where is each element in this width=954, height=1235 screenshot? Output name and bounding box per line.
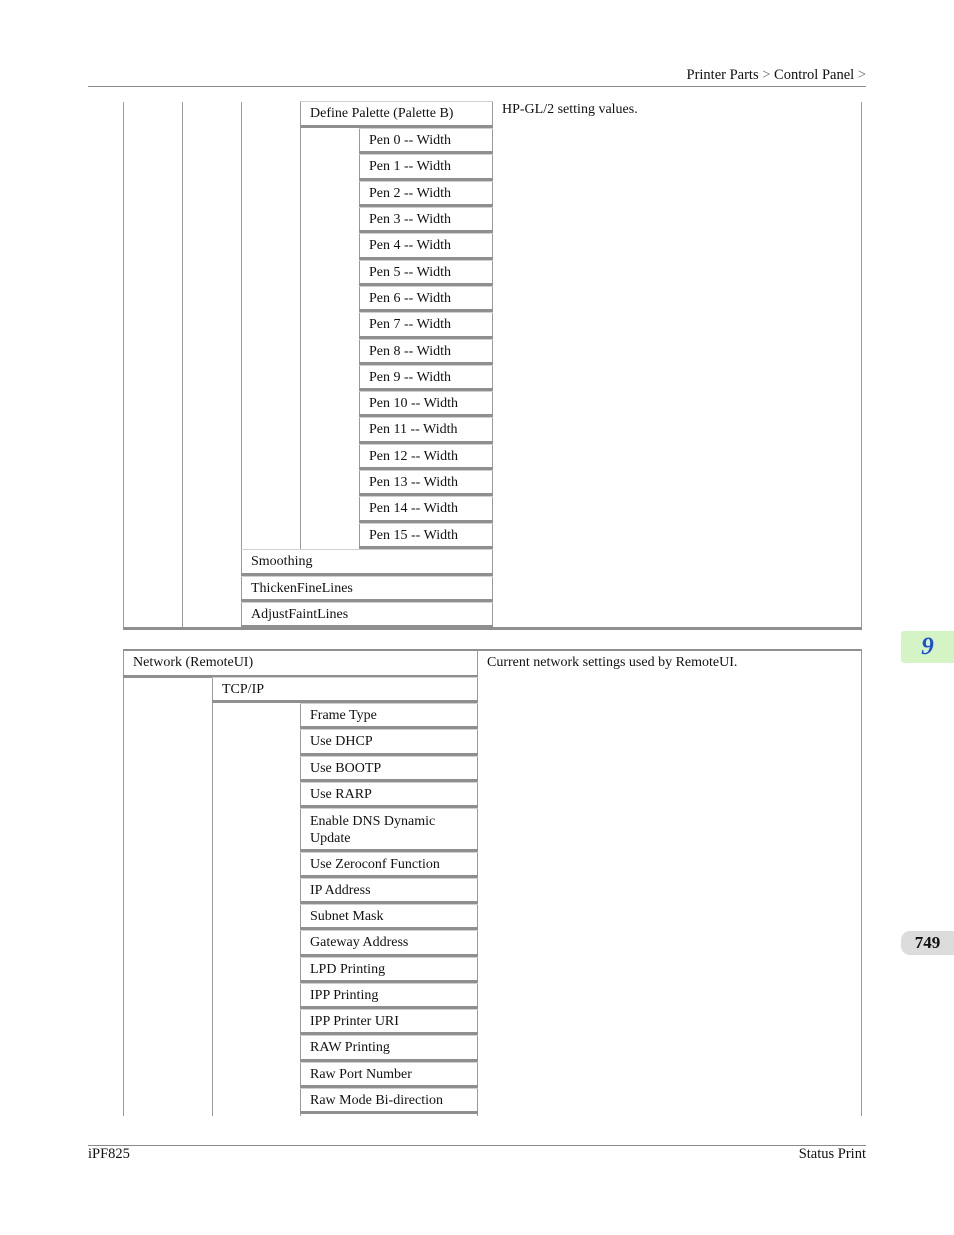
chapter-tab[interactable]: 9 <box>901 631 954 663</box>
network-item: RAW Printing <box>300 1035 478 1061</box>
network-item: Subnet Mask <box>300 904 478 930</box>
pen-width-item: Pen 3 -- Width <box>359 207 493 233</box>
network-item: IPP Printer URI <box>300 1009 478 1035</box>
network-item: Frame Type <box>300 703 478 729</box>
network-item: Gateway Address <box>300 930 478 956</box>
pen-width-item: Pen 8 -- Width <box>359 339 493 365</box>
table-border-right <box>861 650 862 1116</box>
menu-item-define-palette: Define Palette (Palette B) <box>300 101 493 128</box>
table-indent-line <box>212 677 213 1116</box>
menu-item-tcpip: TCP/IP <box>212 677 478 703</box>
breadcrumb-item-control-panel[interactable]: Control Panel <box>774 67 855 83</box>
network-item: Use BOOTP <box>300 756 478 782</box>
pen-width-item: Pen 13 -- Width <box>359 470 493 496</box>
page-number-tab: 749 <box>901 931 954 955</box>
network-item: IPP Printing <box>300 983 478 1009</box>
pen-width-item: Pen 6 -- Width <box>359 286 493 312</box>
network-item: Raw Port Number <box>300 1062 478 1088</box>
pen-width-item: Pen 9 -- Width <box>359 365 493 391</box>
pen-width-item: Pen 11 -- Width <box>359 417 493 443</box>
table-indent-line <box>182 102 183 628</box>
menu-item-network-remoteui: Network (RemoteUI) <box>123 651 478 678</box>
pen-width-item: Pen 2 -- Width <box>359 181 493 207</box>
breadcrumb-item-printer-parts[interactable]: Printer Parts <box>686 67 759 83</box>
table2-description: Current network settings used by RemoteUI. <box>487 655 738 670</box>
footer-rule <box>88 1145 866 1146</box>
pen-width-item: Pen 4 -- Width <box>359 233 493 259</box>
table1-description: HP-GL/2 setting values. <box>502 102 638 117</box>
menu-item-smoothing: Smoothing <box>241 549 493 576</box>
network-item: Enable DNS Dynamic Update <box>300 808 478 852</box>
pen-width-item: Pen 10 -- Width <box>359 391 493 417</box>
footer-section: Status Print <box>798 1146 866 1162</box>
pen-width-item: Pen 5 -- Width <box>359 260 493 286</box>
menu-item-thicken-fine-lines: ThickenFineLines <box>241 576 493 602</box>
menu-item-adjust-faint-lines: AdjustFaintLines <box>241 602 493 628</box>
network-item: Use RARP <box>300 782 478 808</box>
network-item: Use DHCP <box>300 729 478 755</box>
breadcrumb-separator: > <box>857 67 866 83</box>
pen-width-item: Pen 7 -- Width <box>359 312 493 338</box>
breadcrumb-separator: > <box>762 67 771 83</box>
table-border-right <box>861 102 862 628</box>
table-indent-line <box>300 102 301 549</box>
footer-model: iPF825 <box>88 1146 130 1162</box>
pen-width-item: Pen 15 -- Width <box>359 523 493 549</box>
pen-width-item: Pen 1 -- Width <box>359 154 493 180</box>
table-bottom-rule <box>123 627 862 630</box>
pen-width-item: Pen 0 -- Width <box>359 128 493 154</box>
pen-width-item: Pen 12 -- Width <box>359 444 493 470</box>
network-item: LPD Printing <box>300 957 478 983</box>
breadcrumb <box>687 67 867 84</box>
pen-width-item: Pen 14 -- Width <box>359 496 493 522</box>
header-rule <box>88 86 866 87</box>
table-border-left <box>123 650 124 1116</box>
table-border-left <box>123 102 124 628</box>
network-item: IP Address <box>300 878 478 904</box>
network-item: Raw Mode Bi-direction <box>300 1088 478 1114</box>
network-item: Use Zeroconf Function <box>300 852 478 878</box>
